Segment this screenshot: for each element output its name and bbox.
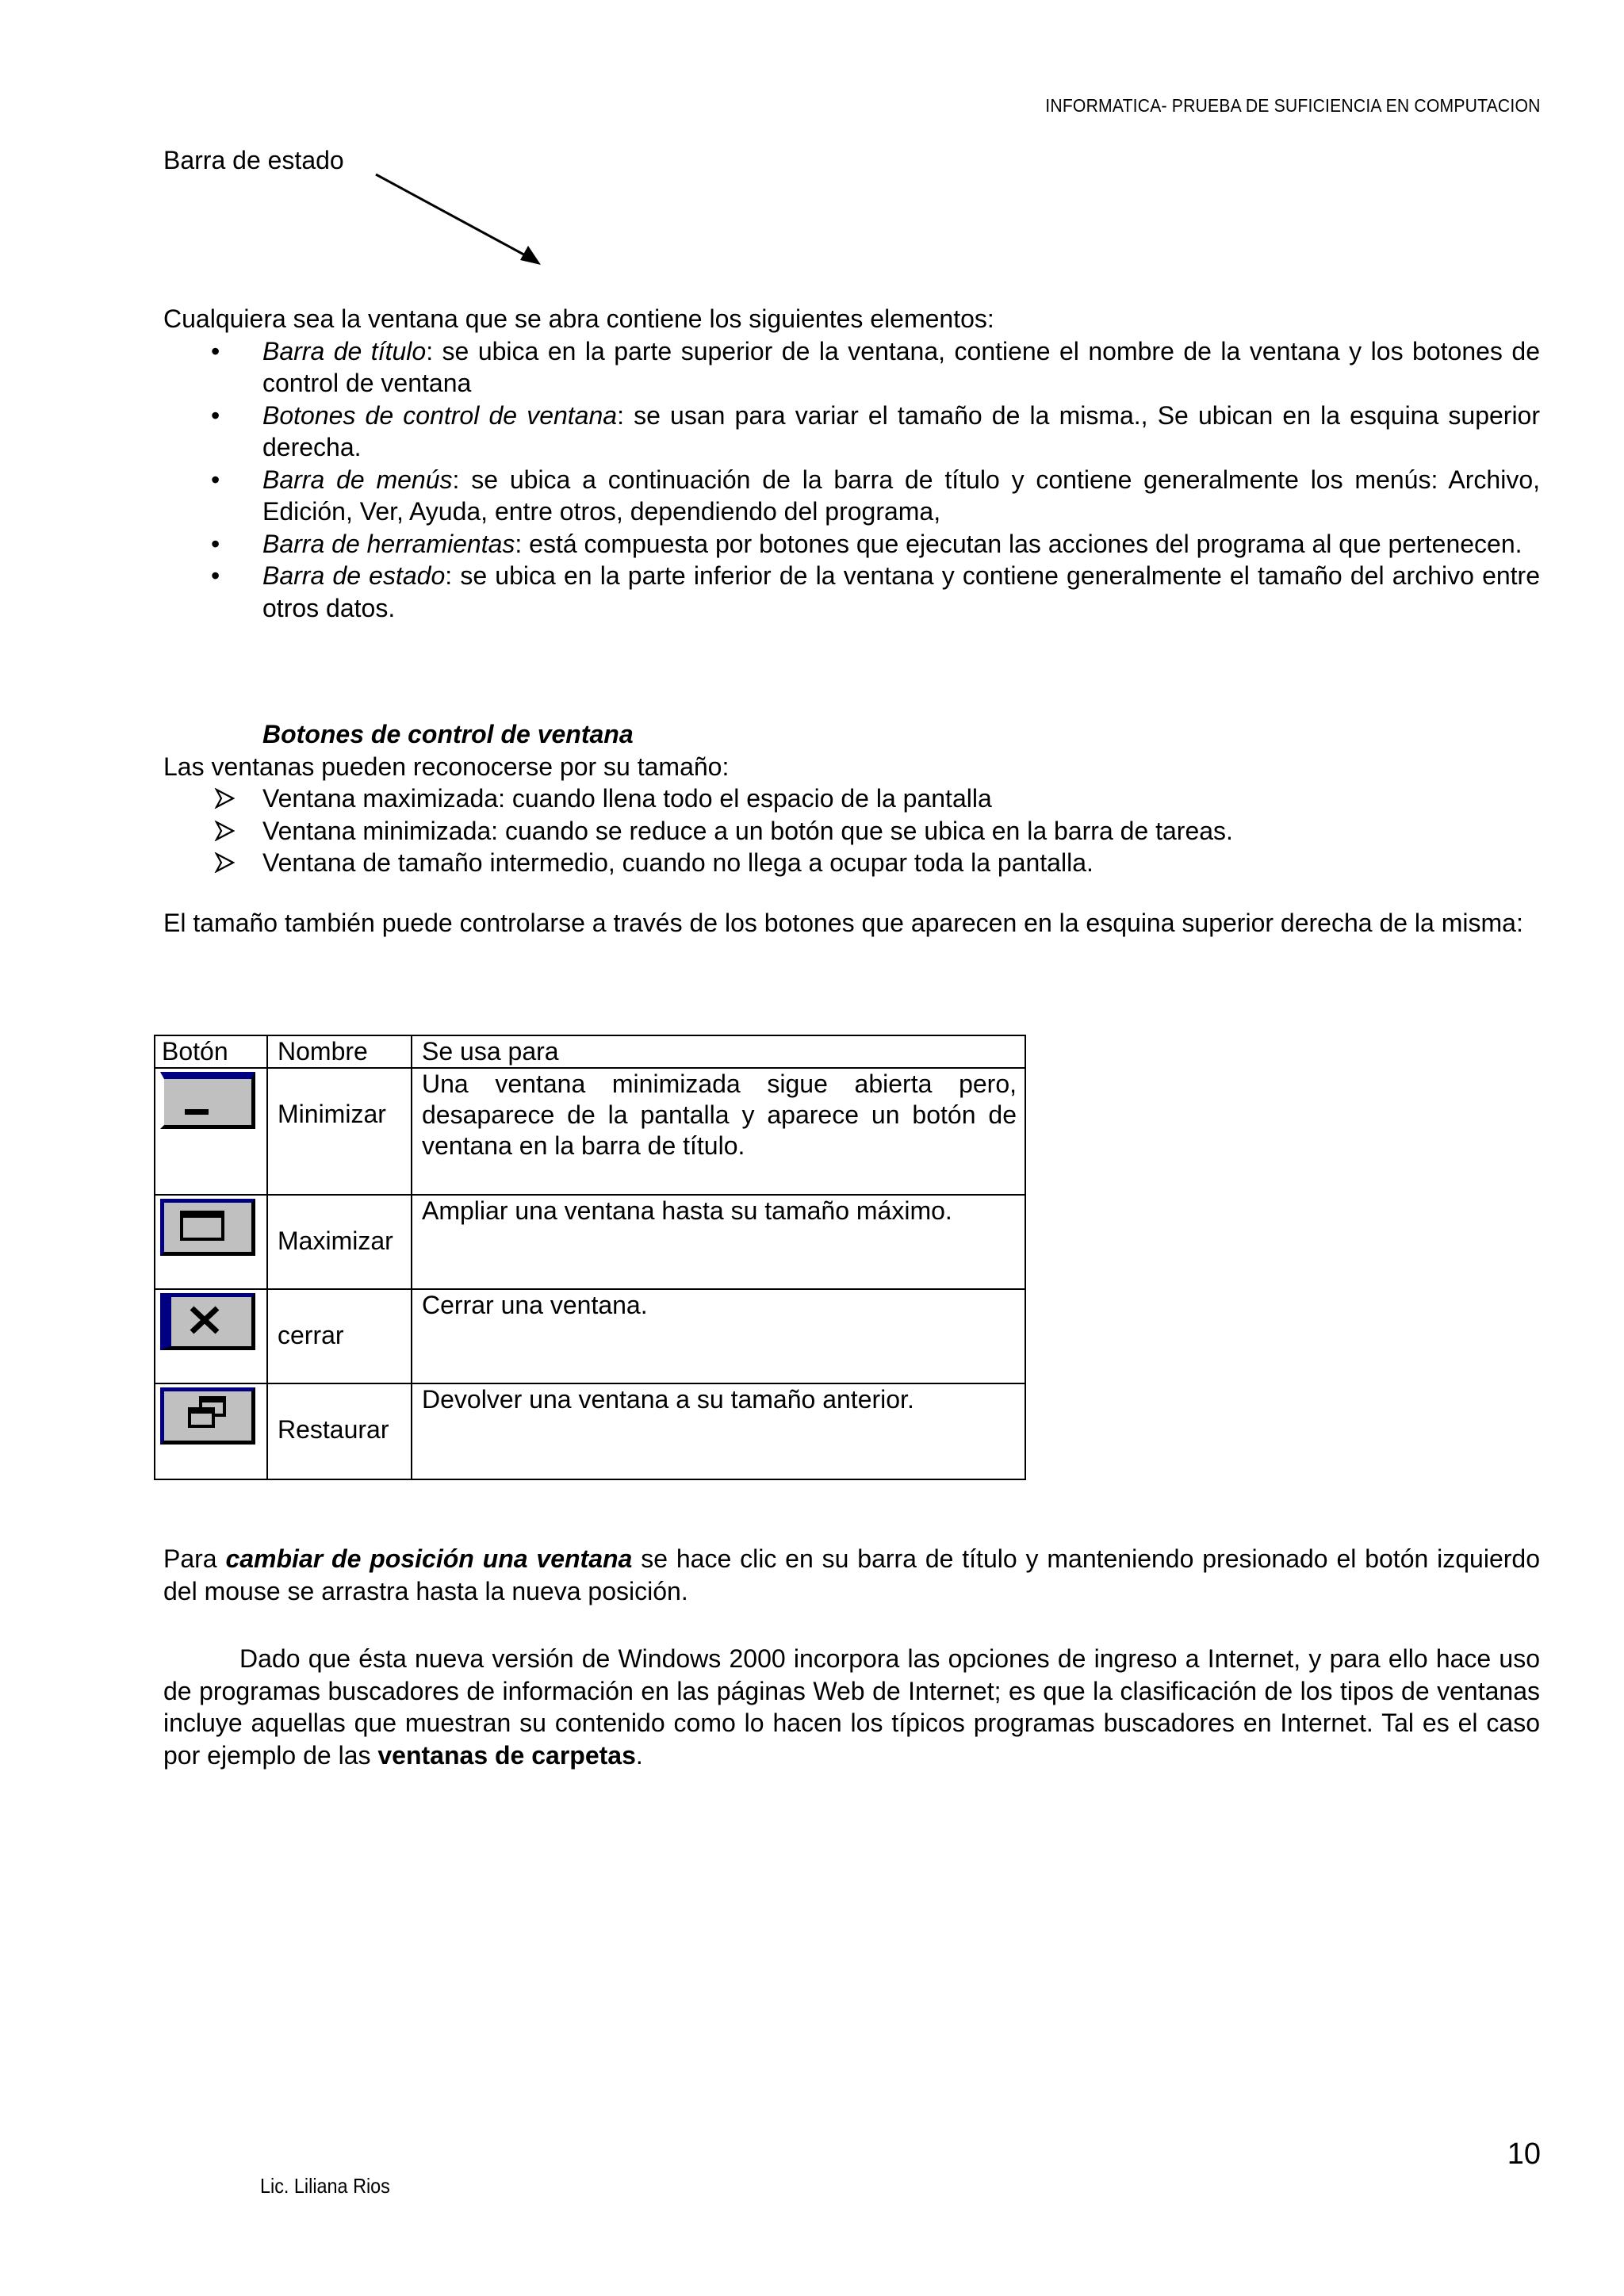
list-item-text: Ventana maximizada: cuando llena todo el espacio de la pantalla: [262, 784, 992, 813]
elements-section: [163, 303, 1540, 624]
page-header: INFORMATICA- PRUEBA DE SUFICIENCIA EN COMPUTACION: [1045, 95, 1541, 116]
table-header-row: [155, 1035, 1025, 1068]
list-item-text: : se ubica en la parte inferior de la ventana y contiene generalmente el tamaño del archivo entre otros datos.: [262, 561, 1541, 622]
close-icon: [160, 1293, 255, 1350]
list-item: [163, 464, 1540, 528]
move-window-paragraph: [163, 1543, 1540, 1607]
window-size-list: [163, 783, 1540, 879]
list-item-text: : se usan para variar el tamaño de la misma., Se ubican en la esquina superior derecha.: [262, 400, 1541, 461]
elements-list: [163, 335, 1540, 625]
arrowhead-bullet-icon: [214, 852, 235, 873]
maximize-icon: [160, 1199, 255, 1256]
minimize-icon: [160, 1072, 255, 1129]
callout-label-status-bar: Barra de estado: [163, 146, 344, 174]
list-item-term: Botones de control de ventana: [262, 400, 618, 430]
list-item-term: Barra de herramientas: [262, 529, 515, 558]
table-cell-icon: [155, 1383, 267, 1479]
table-cell-icon: [155, 1068, 267, 1195]
list-item-text: : está compuesta por botones que ejecutan las acciones del programa al que pertenecen.: [515, 529, 1522, 558]
list-item-text: Ventana de tamaño intermedio, cuando no llega a ocupar toda la pantalla.: [262, 848, 1094, 877]
windows-paragraph-bold: ventanas de carpetas: [377, 1740, 636, 1770]
table-cell-use: Una ventana minimizada sigue abierta pero, desaparece de la pantalla y aparece un botón de ventana en la barra de título.: [412, 1068, 1025, 1195]
window-controls-section: [163, 718, 1540, 879]
table-row: [155, 1289, 1025, 1383]
arrowhead-bullet-icon: [214, 821, 235, 841]
list-item-term: Barra de título: [262, 336, 427, 365]
size-paragraph: El tamaño también puede controlarse a través de los botones que aparecen en la esquina superior derecha de la misma:: [163, 909, 1523, 937]
list-item: [163, 400, 1540, 464]
move-paragraph-bold: cambiar de posición una ventana: [225, 1544, 633, 1573]
list-item: [163, 815, 1540, 848]
elements-lead: Cualquiera sea la ventana que se abra contiene los siguientes elementos:: [163, 304, 994, 333]
footer-author: Lic. Liliana Rios: [260, 2174, 390, 2198]
table-cell-use: Cerrar una ventana.: [412, 1289, 1025, 1383]
list-item-term: Barra de estado: [262, 561, 446, 590]
window-buttons-table: [154, 1035, 1026, 1480]
section-lead: Las ventanas pueden reconocerse por su tamaño:: [163, 752, 730, 781]
table-cell-use: Devolver una ventana a su tamaño anterior.: [412, 1383, 1025, 1479]
arrowhead-bullet-icon: [214, 788, 235, 809]
bullet-icon: •: [211, 529, 220, 558]
move-paragraph-pre: Para: [163, 1544, 226, 1573]
section-heading: [163, 718, 1540, 751]
windows-2000-paragraph: [163, 1643, 1540, 1771]
table-cell-icon: [155, 1195, 267, 1289]
table-cell-icon: [155, 1289, 267, 1383]
table-cell-use: Ampliar una ventana hasta su tamaño máximo.: [412, 1195, 1025, 1289]
list-item-text: Ventana minimizada: cuando se reduce a un botón que se ubica en la barra de tareas.: [262, 816, 1233, 845]
callout-arrow-icon: [373, 166, 547, 270]
list-item-text: : se ubica en la parte superior de la ventana, contiene el nombre de la ventana y los botones de control de ventana: [262, 336, 1541, 397]
table-row: [155, 1383, 1025, 1479]
section-title: Botones de control de ventana: [262, 720, 634, 748]
table-row: [155, 1068, 1025, 1195]
list-item: [163, 783, 1540, 815]
table-cell-name: Restaurar: [267, 1383, 412, 1479]
table-cell-name: Minimizar: [267, 1068, 412, 1195]
windows-paragraph-end: .: [635, 1740, 643, 1770]
list-item-text: : se ubica a continuación de la barra de título y contiene generalmente los menús: Archivo, Edición, Ver, Ayuda, entre otros, dependiendo del programa,: [262, 465, 1541, 526]
bullet-icon: •: [211, 400, 220, 430]
windows-paragraph-text: Dado que ésta nueva versión de Windows 2000 incorpora las opciones de ingreso a Internet, y para ello hace uso de programas buscadores de información en las páginas Web de Internet; es que la clasificación de los tipos de ventanas incluye aquellas que muestran su contenido como lo hacen los típicos programas buscadores en Internet. Tal es el caso por ejemplo de las: [163, 1644, 1540, 1770]
table-cell-name: Maximizar: [267, 1195, 412, 1289]
table-cell-name: cerrar: [267, 1289, 412, 1383]
list-item: [163, 528, 1540, 561]
table-header-cell: Nombre: [267, 1035, 412, 1068]
bullet-icon: •: [211, 465, 220, 494]
list-item: [163, 560, 1540, 624]
bullet-icon: •: [211, 336, 220, 365]
table-header-cell: Botón: [155, 1035, 267, 1068]
list-item: [163, 335, 1540, 400]
page-number: 10: [1507, 2137, 1541, 2171]
list-item-term: Barra de menús: [262, 465, 453, 494]
table-row: [155, 1195, 1025, 1289]
list-item: [163, 847, 1540, 879]
restore-icon: [160, 1387, 255, 1445]
bullet-icon: •: [211, 561, 220, 590]
move-paragraph-post: se hace clic en su barra de título y manteniendo presionado el botón izquierdo del mouse se arrastra hasta la nueva posición.: [163, 1544, 1541, 1605]
table-header-cell: Se usa para: [412, 1035, 1025, 1068]
